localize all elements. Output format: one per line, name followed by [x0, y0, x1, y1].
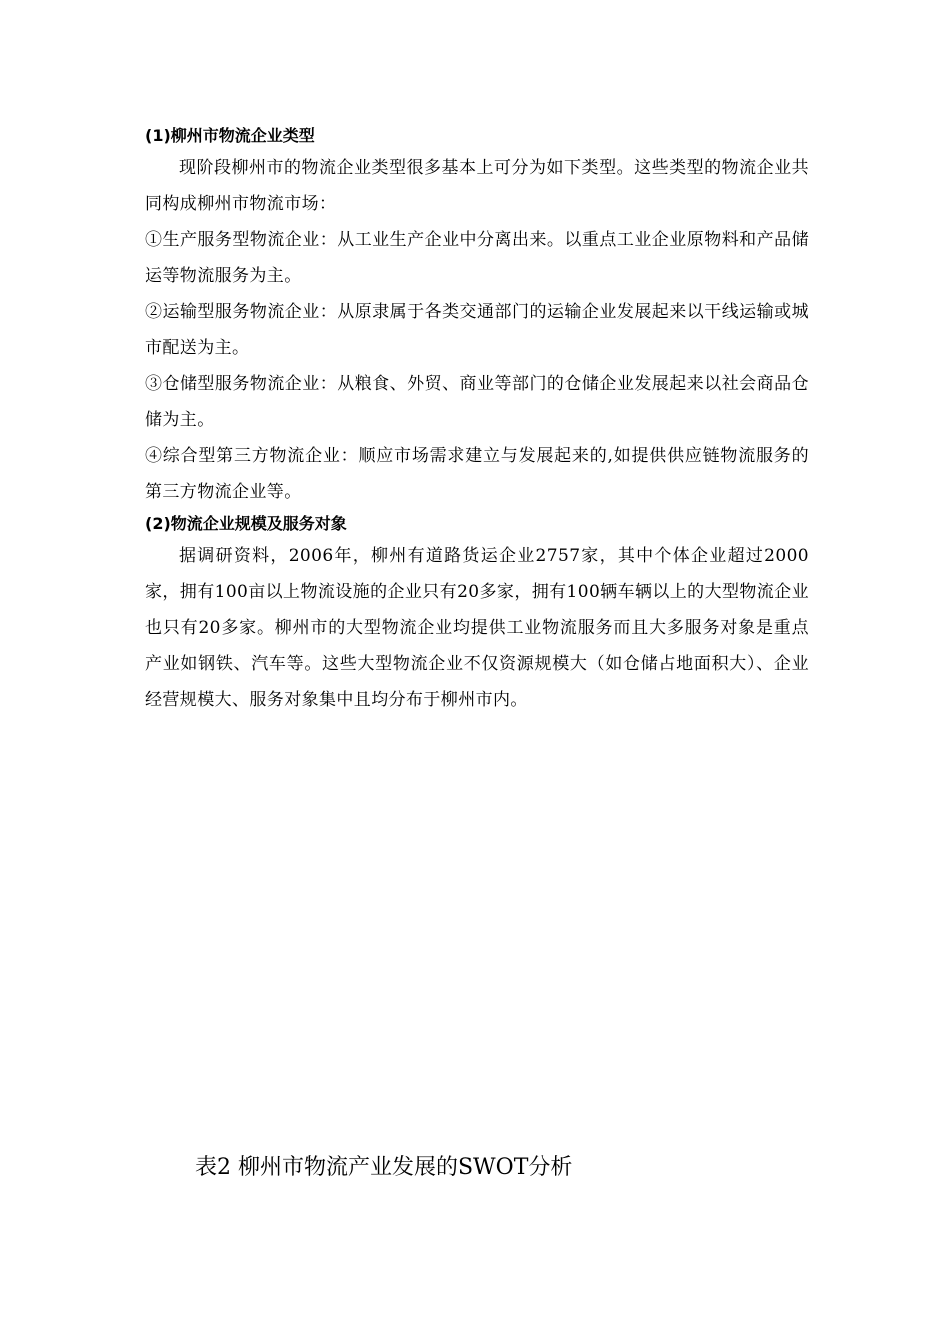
section-heading-scale-and-clients: (2)物流企业规模及服务对象 [145, 514, 347, 533]
scale-paragraph: 据调研资料，2006年，柳州有道路货运企业2757家，其中个体企业超过2000家，拥有100亩以上物流设施的企业只有20多家，拥有100辆车辆以上的大型物流企业也只有20多家。柳州市的大型物流企业均提供工业物流服务而且大多服务对象是重点产业如钢铁、汽车等。这些大型物流企业不仅资源规模大（如仓储占地面积大）、企业经营规模大、服务对象集中且均分布于柳州市内。 [145, 546, 809, 710]
list-item-comprehensive-3pl: ④综合型第三方物流企业：顺应市场需求建立与发展起来的,如提供供应链物流服务的第三方物流企业等。 [145, 446, 809, 502]
list-item-warehouse-service: ③仓储型服务物流企业：从粮食、外贸、商业等部门的仓储企业发展起来以社会商品仓储为主。 [145, 374, 809, 430]
document-body [145, 122, 809, 718]
section-heading-enterprise-types: (1)柳州市物流企业类型 [145, 126, 315, 145]
intro-paragraph: 现阶段柳州市的物流企业类型很多基本上可分为如下类型。这些类型的物流企业共同构成柳州市物流市场： [145, 158, 809, 214]
list-item-production-service: ①生产服务型物流企业：从工业生产企业中分离出来。以重点工业企业原物料和产品储运等物流服务为主。 [145, 230, 809, 286]
list-item-transport-service: ②运输型服务物流企业：从原隶属于各类交通部门的运输企业发展起来以干线运输或城市配送为主。 [145, 302, 809, 358]
table-caption: 表2 柳州市物流产业发展的SWOT分析 [195, 1155, 573, 1180]
